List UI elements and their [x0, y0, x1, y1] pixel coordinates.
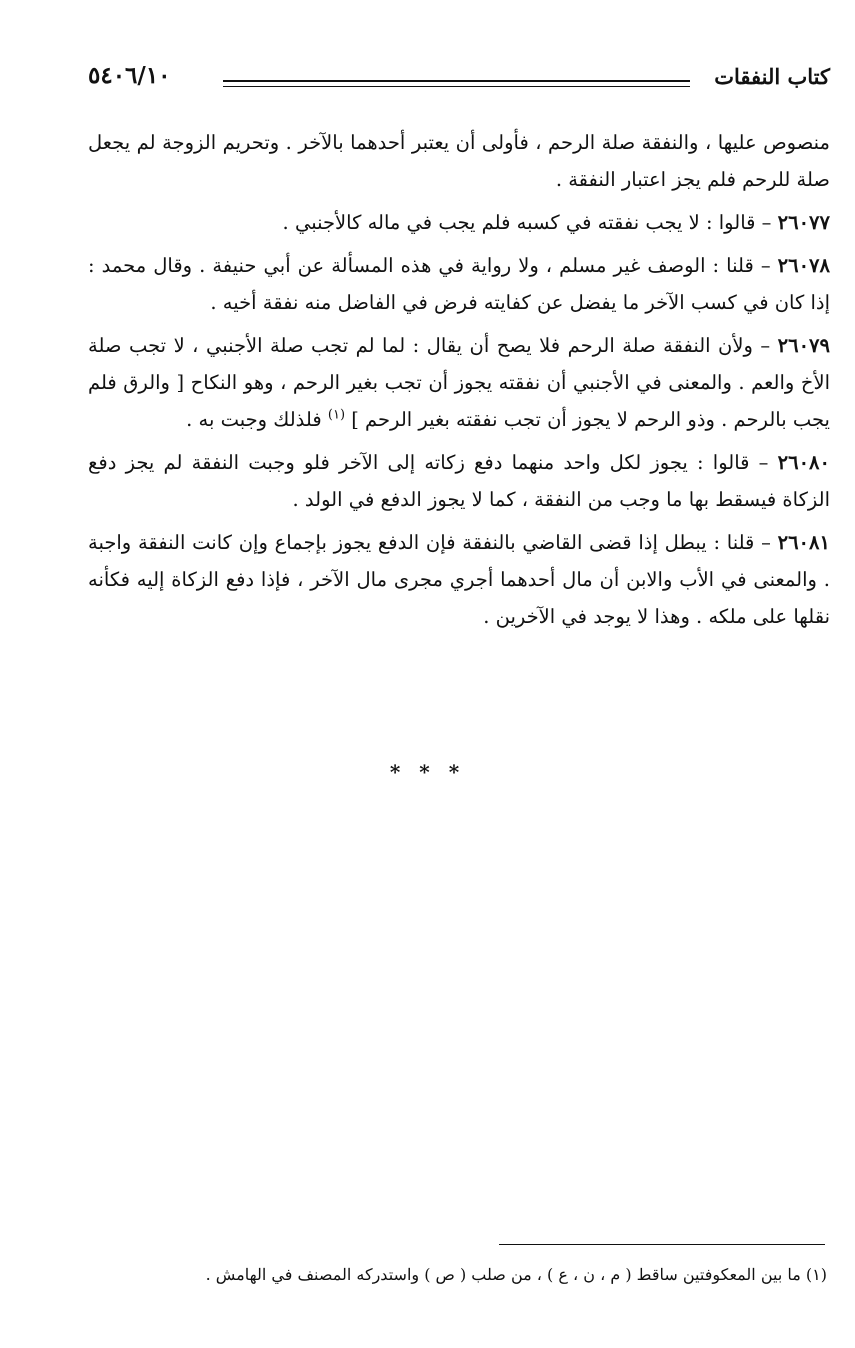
footnote-marker: (١)	[327, 407, 346, 423]
paragraph-26081	[88, 524, 830, 635]
paragraph-26077	[88, 204, 830, 241]
footnote-rule	[499, 1244, 825, 1245]
paragraph-text: – قالوا : يجوز لكل واحد منهما دفع زكاته إلى الآخر فلو وجبت النفقة لم يجز دفع الزكاة فيسقط بها ما وجب من النفقة ، كما لا يجوز الدفع في الولد .	[88, 451, 830, 511]
book-title: كتاب النفقات	[714, 64, 830, 89]
section-separator: * * *	[389, 760, 466, 784]
paragraph-number: ٢٦٠٨١	[777, 531, 830, 554]
paragraph-continuation	[88, 124, 830, 198]
main-text	[88, 124, 830, 641]
header-rule	[223, 80, 690, 87]
paragraph-26079	[88, 327, 830, 438]
paragraph-text: – ولأن النفقة صلة الرحم فلا يصح أن يقال : لما لم تجب صلة الأجنبي ، لا تجب صلة الأخ والعم . والمعنى في الأجنبي أن نفقته يجوز أن تجب بغير الرحم ، وهو النكاح [ والرق فلم يجب بالرحم . وذو الرحم لا يجوز أن تجب نفقته بغير الرحم ]	[88, 334, 830, 431]
running-header	[88, 60, 830, 96]
paragraph-number: ٢٦٠٧٨	[777, 254, 830, 277]
paragraph-number: ٢٦٠٧٩	[777, 334, 831, 357]
page-reference: ٥٤٠٦/١٠	[88, 62, 171, 89]
paragraph-text: – قلنا : يبطل إذا قضى القاضي بالنفقة فإن الدفع يجوز بإجماع وإن كانت النفقة واجبة . والمعنى في الأب والابن أن مال أحدهما أجري مجرى مال الآخر ، فإذا دفع الزكاة إليه فكأنه نقلها على ملكه . وهذا لا يوجد في الآخرين .	[88, 531, 830, 628]
paragraph-text: – قالوا : لا يجب نفقته في كسبه فلم يجب في ماله كالأجنبي .	[282, 211, 772, 234]
paragraph-26078	[88, 247, 830, 321]
footnote: (١) ما بين المعكوفتين ساقط ( م ، ن ، ع ) ، من صلب ( ص ) واستدركه المصنف في الهامش .	[205, 1265, 827, 1284]
paragraph-text: منصوص عليها ، والنفقة صلة الرحم ، فأولى أن يعتبر أحدهما بالآخر . وتحريم الزوجة لم يجعل صلة للرحم فلم يجز اعتبار النفقة .	[88, 131, 830, 191]
paragraph-text-after: فلذلك وجبت به .	[186, 408, 322, 431]
paragraph-number: ٢٦٠٧٧	[777, 211, 830, 234]
paragraph-text: – قلنا : الوصف غير مسلم ، ولا رواية في هذه المسألة عن أبي حنيفة . وقال محمد : إذا كان في كسب الآخر ما يفضل عن كفايته فرض في الفاضل منه نفقة أخيه .	[88, 254, 830, 314]
paragraph-number: ٢٦٠٨٠	[777, 451, 831, 474]
paragraph-26080	[88, 444, 830, 518]
